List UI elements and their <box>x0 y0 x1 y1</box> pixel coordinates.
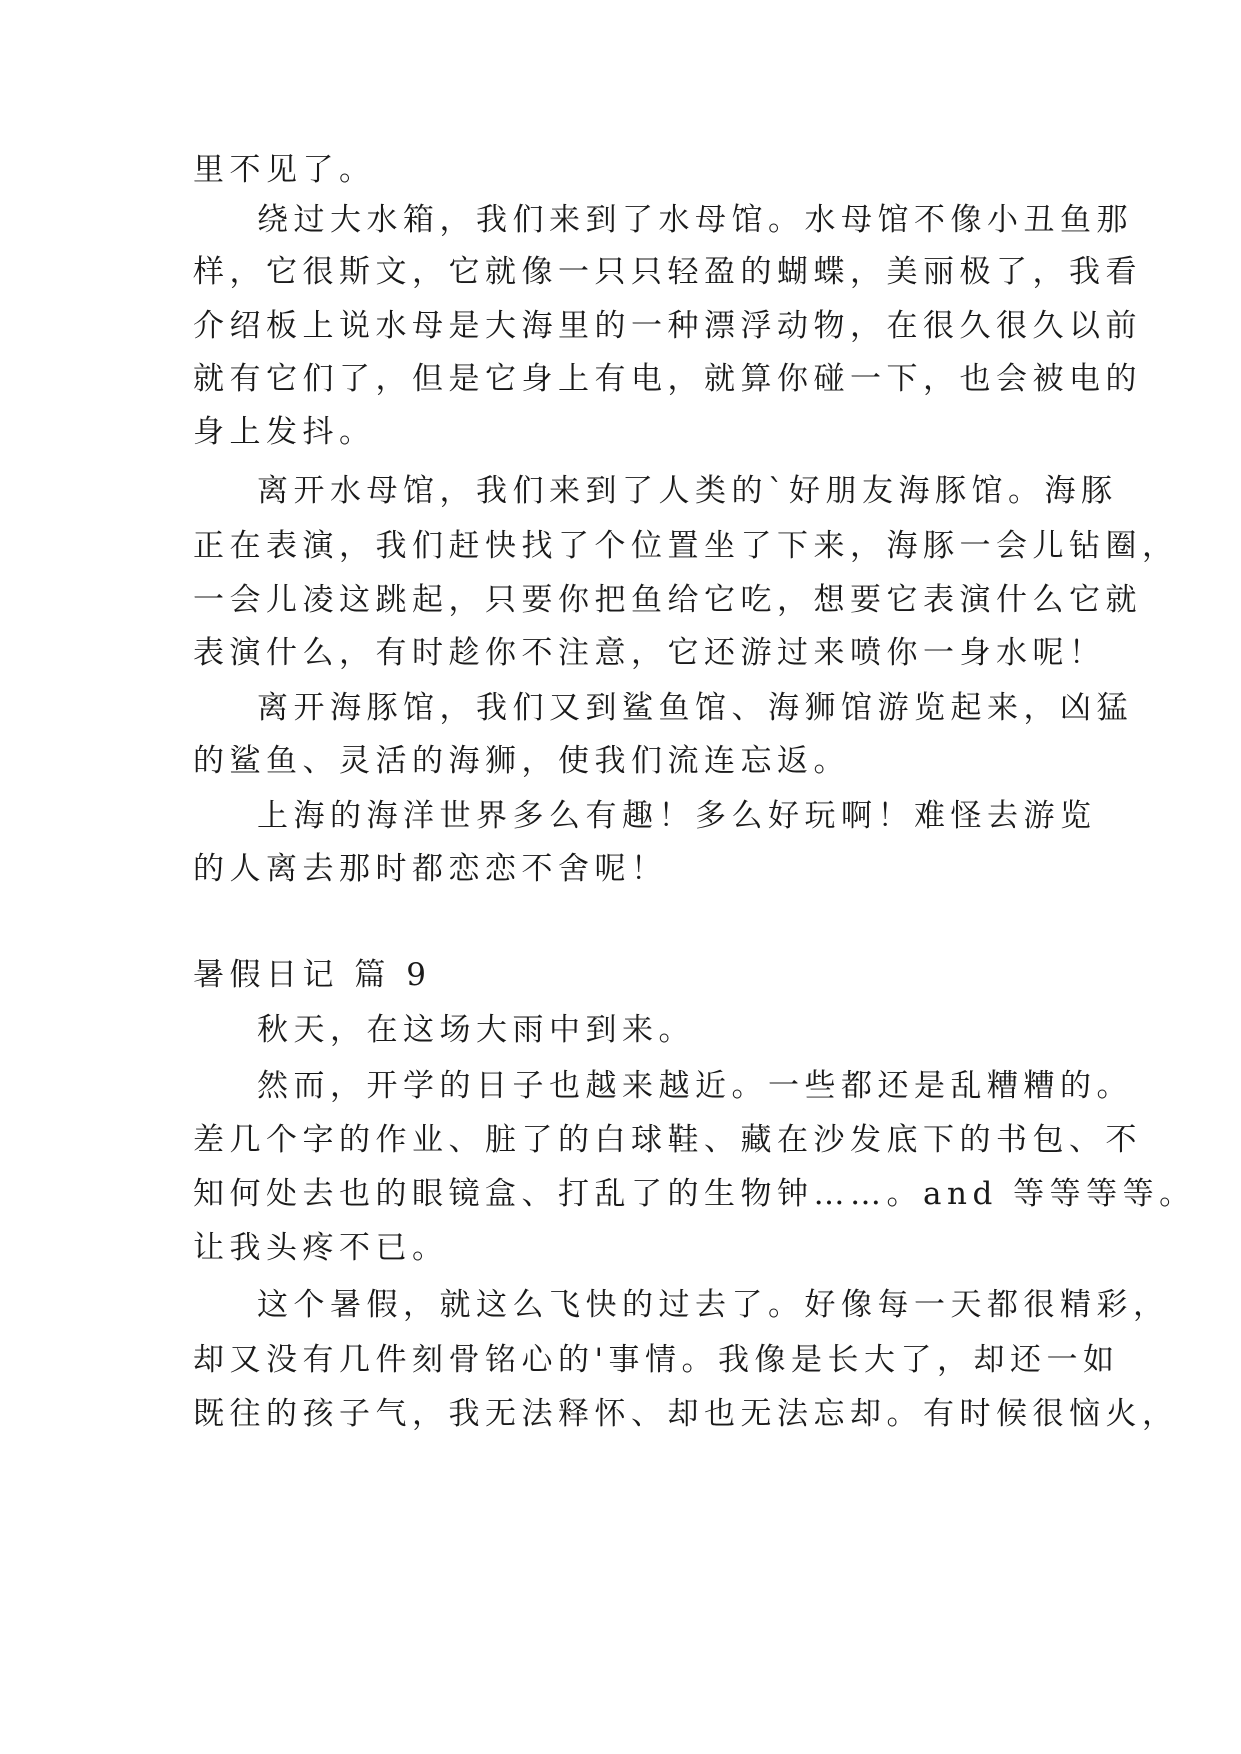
text-line: 就有它们了，但是它身上有电，就算你碰一下，也会被电的 <box>193 361 1142 397</box>
paragraph-first-line: 离开水母馆，我们来到了人类的`好朋友海豚馆。海豚 <box>257 473 1118 509</box>
text-line: 却又没有几件刻骨铭心的'事情。我像是长大了，却还一如 <box>193 1342 1120 1378</box>
text-line: 的人离去那时都恋恋不舍呢！ <box>193 851 668 887</box>
text-line: 差几个字的作业、脏了的白球鞋、藏在沙发底下的书包、不 <box>193 1122 1142 1158</box>
text-line: 表演什么，有时趁你不注意，它还游过来喷你一身水呢！ <box>193 635 1106 671</box>
section-heading: 暑假日记 篇 9 <box>193 957 432 993</box>
text-line: 介绍板上说水母是大海里的一种漂浮动物，在很久很久以前 <box>193 308 1142 344</box>
paragraph-first-line: 秋天，在这场大雨中到来。 <box>257 1012 695 1048</box>
paragraph-first-line: 然而，开学的日子也越来越近。一些都还是乱糟糟的。 <box>257 1068 1133 1104</box>
text-line: 知何处去也的眼镜盒、打乱了的生物钟……。and 等等等等。 <box>193 1176 1196 1212</box>
text-line: 身上发抖。 <box>193 414 376 450</box>
text-line: 一会儿凌这跳起，只要你把鱼给它吃，想要它表演什么它就 <box>193 582 1142 618</box>
text-line: 既往的孩子气，我无法释怀、却也无法忘却。有时候很恼火， <box>193 1396 1179 1432</box>
paragraph-first-line: 上海的海洋世界多么有趣！多么好玩啊！难怪去游览 <box>257 798 1097 834</box>
text-line: 的鲨鱼、灵活的海狮，使我们流连忘返。 <box>193 743 850 779</box>
paragraph-first-line: 这个暑假，就这么飞快的过去了。好像每一天都很精彩， <box>257 1287 1170 1323</box>
text-line: 样，它很斯文，它就像一只只轻盈的蝴蝶，美丽极了，我看 <box>193 254 1142 290</box>
text-line: 里不见了。 <box>193 152 376 188</box>
paragraph-first-line: 离开海豚馆，我们又到鲨鱼馆、海狮馆游览起来，凶猛 <box>257 690 1133 726</box>
paragraph-first-line: 绕过大水箱，我们来到了水母馆。水母馆不像小丑鱼那 <box>257 202 1133 238</box>
text-line: 正在表演，我们赶快找了个位置坐了下来，海豚一会儿钻圈， <box>193 528 1179 564</box>
text-line: 让我头疼不已。 <box>193 1230 449 1266</box>
